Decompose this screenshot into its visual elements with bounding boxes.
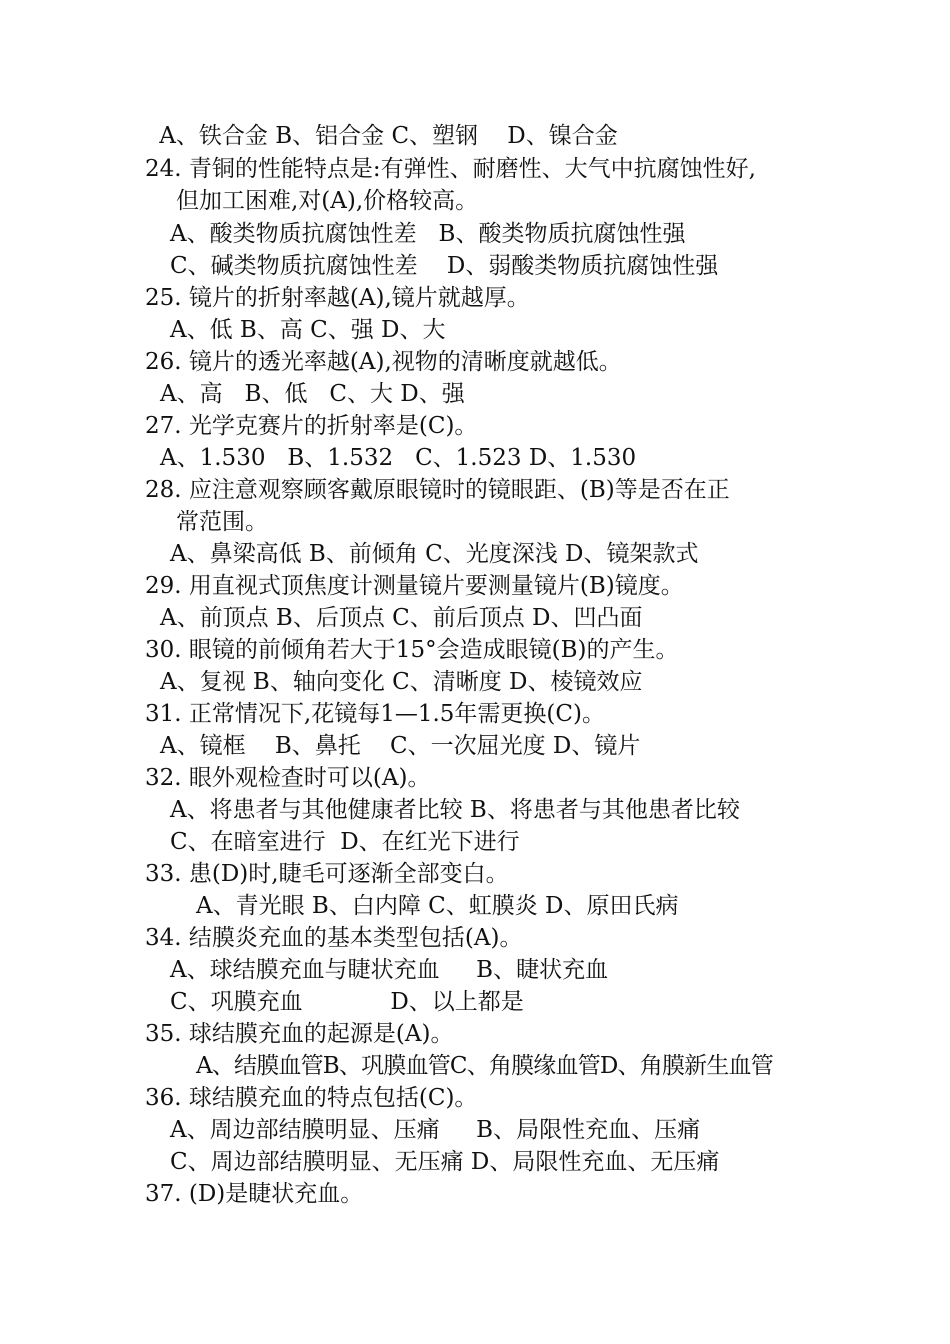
question-33: 33. 患(D)时,睫毛可逐渐全部变白。 [145, 861, 509, 887]
answer-options-26: A、高 B、低 C、大 D、强 [160, 381, 465, 407]
answer-options-35: A、结膜血管B、巩膜血管C、角膜缘血管D、角膜新生血管 [196, 1053, 773, 1079]
question-26: 26. 镜片的透光率越(A),视物的清晰度就越低。 [145, 349, 622, 375]
answer-options-36-cd: C、周边部结膜明显、无压痛 D、局限性充血、无压痛 [170, 1149, 720, 1175]
answer-options-34-cd: C、巩膜充血 D、以上都是 [170, 989, 524, 1015]
answer-options-24-cd: C、碱类物质抗腐蚀性差 D、弱酸类物质抗腐蚀性强 [170, 253, 719, 279]
question-31: 31. 正常情况下,花镜每1—1.5年需更换(C)。 [145, 701, 605, 727]
answer-options-34-ab: A、球结膜充血与睫状充血 B、睫状充血 [170, 957, 609, 983]
question-30: 30. 眼镜的前倾角若大于15°会造成眼镜(B)的产生。 [145, 637, 679, 663]
answer-options-29: A、前顶点 B、后顶点 C、前后顶点 D、凹凸面 [160, 605, 643, 631]
question-28-continued: 常范围。 [176, 509, 268, 535]
answer-options-30: A、复视 B、轴向变化 C、清晰度 D、棱镜效应 [160, 669, 643, 695]
question-28: 28. 应注意观察顾客戴原眼镜时的镜眼距、(B)等是否在正 [145, 477, 730, 503]
question-36: 36. 球结膜充血的特点包括(C)。 [145, 1085, 478, 1111]
answer-options-24-ab: A、酸类物质抗腐蚀性差 B、酸类物质抗腐蚀性强 [170, 221, 686, 247]
question-25: 25. 镜片的折射率越(A),镜片就越厚。 [145, 285, 530, 311]
answer-options-25: A、低 B、高 C、强 D、大 [170, 317, 446, 343]
question-27: 27. 光学克赛片的折射率是(C)。 [145, 413, 478, 439]
question-35: 35. 球结膜充血的起源是(A)。 [145, 1021, 454, 1047]
answer-options-33: A、青光眼 B、白内障 C、虹膜炎 D、原田氏病 [196, 893, 679, 919]
answer-options-36-ab: A、周边部结膜明显、压痛 B、局限性充血、压痛 [170, 1117, 701, 1143]
answer-options-28: A、鼻梁高低 B、前倾角 C、光度深浅 D、镜架款式 [170, 541, 699, 567]
answer-options-32-cd: C、在暗室进行 D、在红光下进行 [170, 829, 520, 855]
question-37: 37. (D)是睫状充血。 [145, 1181, 364, 1207]
question-29: 29. 用直视式顶焦度计测量镜片要测量镜片(B)镜度。 [145, 573, 684, 599]
answer-options-27: A、1.530 B、1.532 C、1.523 D、1.530 [160, 445, 637, 471]
question-32: 32. 眼外观检查时可以(A)。 [145, 765, 431, 791]
answer-options-31: A、镜框 B、鼻托 C、一次屈光度 D、镜片 [160, 733, 641, 759]
answer-options-23: A、铁合金 B、铝合金 C、塑钢 D、镍合金 [152, 123, 618, 149]
question-24-continued: 但加工困难,对(A),价格较高。 [176, 188, 479, 214]
question-34: 34. 结膜炎充血的基本类型包括(A)。 [145, 925, 523, 951]
answer-options-32-ab: A、将患者与其他健康者比较 B、将患者与其他患者比较 [170, 797, 740, 823]
question-24: 24. 青铜的性能特点是:有弹性、耐磨性、大气中抗腐蚀性好, [145, 156, 756, 182]
